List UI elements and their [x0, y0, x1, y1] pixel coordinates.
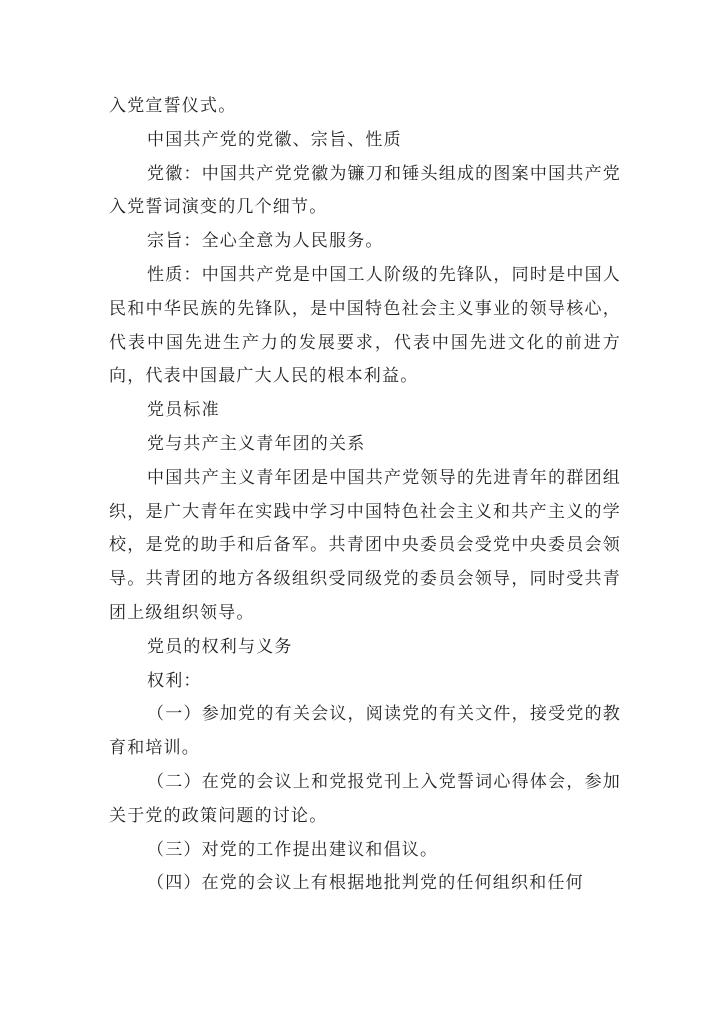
section-heading-party-youth-league: 党与共产主义青年团的关系: [147, 433, 366, 454]
subheading-rights: 权利：: [147, 670, 202, 691]
list-item-right-3: （三）对党的工作提出建议和倡议。: [147, 839, 439, 860]
paragraph-emblem: 党徽：中国共产党党徽为镰刀和锤头组成的图案中国共产党入党誓词演变的几个细节。: [109, 163, 621, 218]
list-item-right-1: （一）参加党的有关会议，阅读党的有关文件，接受党的教育和培训。: [109, 704, 621, 759]
section-heading-member-standard: 党员标准: [147, 400, 220, 421]
section-heading-rights-duties: 党员的权利与义务: [147, 636, 293, 657]
list-item-right-2: （二）在党的会议上和党报党刊上入党誓词心得体会，参加关于党的政策问题的讨论。: [109, 771, 621, 826]
list-item-right-4: （四）在党的会议上有根据地批判党的任何组织和任何: [147, 873, 584, 894]
section-heading-emblem-purpose-nature: 中国共产党的党徽、宗旨、性质: [147, 129, 402, 150]
paragraph-nature: 性质：中国共产党是中国工人阶级的先锋队，同时是中国人民和中华民族的先锋队，是中国特色社会主义事业的领导核心，代表中国先进生产力的发展要求，代表中国先进文化的前进方向，代表中国最广大人民的根本利益。: [109, 264, 621, 387]
paragraph-youth-league: 中国共产主义青年团是中国共产党领导的先进青年的群团组织，是广大青年在实践中学习中国特色社会主义和共产主义的学校，是党的助手和后备军。共青团中央委员会受党中央委员会领导。共青团的地方各级组织受同级党的委员会领导，同时受共青团上级组织领导。: [109, 467, 621, 623]
paragraph-purpose: 宗旨：全心全意为人民服务。: [147, 231, 384, 252]
document-body: [109, 90, 621, 901]
paragraph-ceremony: 入党宣誓仪式。: [109, 96, 237, 116]
